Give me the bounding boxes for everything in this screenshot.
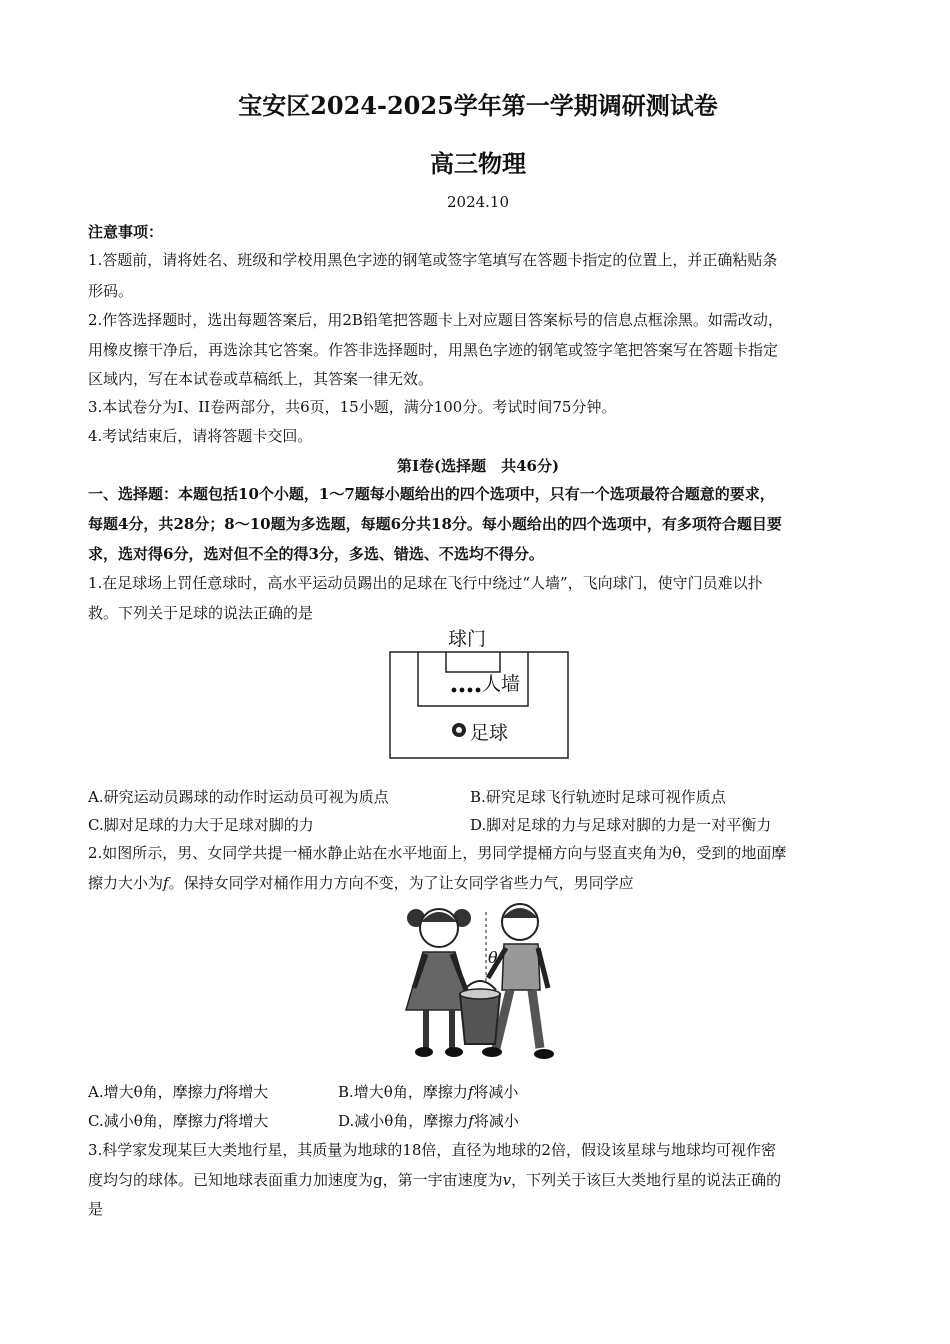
q1-option-d: D.脚对足球的力与足球对脚的力是一对平衡力 bbox=[470, 816, 772, 834]
section-instructions: 每题4分，共28分；8～10题为多选题，每题6分共18分。每小题给出的四个选项中，有多项符合题目要 bbox=[88, 515, 782, 533]
notes-line: 4.考试结束后，请将答题卡交回。 bbox=[88, 427, 313, 445]
soccer-field-figure bbox=[388, 626, 570, 760]
notes-line: 形码。 bbox=[88, 282, 134, 300]
notes-line: 2.作答选择题时，选出每题答案后，用2B铅笔把答题卡上对应题目答案标号的信息点框涂黑。如需改动， bbox=[88, 311, 783, 329]
q3-stem: 3.科学家发现某巨大类地行星，其质量为地球的18倍，直径为地球的2倍，假设该星球与地球均可视作密 bbox=[88, 1141, 776, 1159]
goal-label: 球门 bbox=[448, 628, 487, 650]
angle-theta-label: θ bbox=[488, 948, 498, 967]
section-instructions: 一、选择题：本题包括10个小题，1～7题每小题给出的四个选项中，只有一个选项最符合题意的要求， bbox=[88, 485, 775, 503]
two-students-bucket-figure bbox=[400, 898, 560, 1068]
wall-dots bbox=[452, 688, 481, 693]
notes-heading: 注意事项： bbox=[88, 223, 164, 241]
q3-stem: 度均匀的球体。已知地球表面重力加速度为g，第一宇宙速度为v，下列关于该巨大类地行星的说法正确的 bbox=[88, 1171, 782, 1189]
q2-option-a: A.增大θ角，摩擦力f将增大 bbox=[88, 1083, 269, 1101]
q1-stem: 1.在足球场上罚任意球时，高水平运动员踢出的足球在飞行中绕过“人墙”，飞向球门，使守门员难以扑 bbox=[88, 574, 763, 592]
exam-subtitle: 高三物理 bbox=[430, 149, 526, 178]
q1-option-c: C.脚对足球的力大于足球对脚的力 bbox=[88, 816, 314, 834]
notes-line: 用橡皮擦干净后，再选涂其它答案。作答非选择题时，用黑色字迹的钢笔或签字笔把答案写在答题卡指定 bbox=[88, 341, 779, 359]
soccer-ball-icon bbox=[452, 723, 466, 737]
q1-stem: 救。下列关于足球的说法正确的是 bbox=[88, 604, 314, 622]
q2-stem: 擦力大小为f。保持女同学对桶作用力方向不变，为了让女同学省些力气，男同学应 bbox=[88, 874, 634, 892]
bucket-icon bbox=[460, 981, 500, 1044]
ball-label: 足球 bbox=[470, 722, 509, 744]
exam-date: 2024.10 bbox=[446, 193, 510, 211]
wall-label: 人墙 bbox=[482, 673, 521, 695]
section-instructions: 求，选对得6分，选对但不全的得3分，多选、错选、不选均不得分。 bbox=[88, 545, 544, 563]
q2-option-d: D.减小θ角，摩擦力f将减小 bbox=[338, 1112, 519, 1130]
section-title: 第I卷(选择题 共46分) bbox=[396, 457, 560, 475]
q1-option-a: A.研究运动员踢球的动作时运动员可视为质点 bbox=[88, 788, 389, 806]
notes-line: 区域内，写在本试卷或草稿纸上，其答案一律无效。 bbox=[88, 370, 434, 388]
q1-option-b: B.研究足球飞行轨迹时足球可视作质点 bbox=[470, 788, 726, 806]
q2-option-b: B.增大θ角，摩擦力f将减小 bbox=[338, 1083, 519, 1101]
q3-stem: 是 bbox=[88, 1200, 104, 1218]
notes-line: 3.本试卷分为I、II卷两部分，共6页，15小题，满分100分。考试时间75分钟。 bbox=[88, 398, 617, 416]
notes-line: 1.答题前，请将姓名、班级和学校用黑色字迹的钢笔或签字笔填写在答题卡指定的位置上，并正确粘贴条 bbox=[88, 251, 778, 269]
q2-option-c: C.减小θ角，摩擦力f将增大 bbox=[88, 1112, 269, 1130]
exam-title: 宝安区2024-2025学年第一学期调研测试卷 bbox=[238, 91, 718, 120]
girl-figure bbox=[406, 909, 472, 1057]
two-students-bucket-drawing bbox=[400, 898, 560, 1068]
q2-stem: 2.如图所示，男、女同学共提一桶水静止站在水平地面上，男同学提桶方向与竖直夹角为θ，受到的地面摩 bbox=[88, 844, 787, 862]
